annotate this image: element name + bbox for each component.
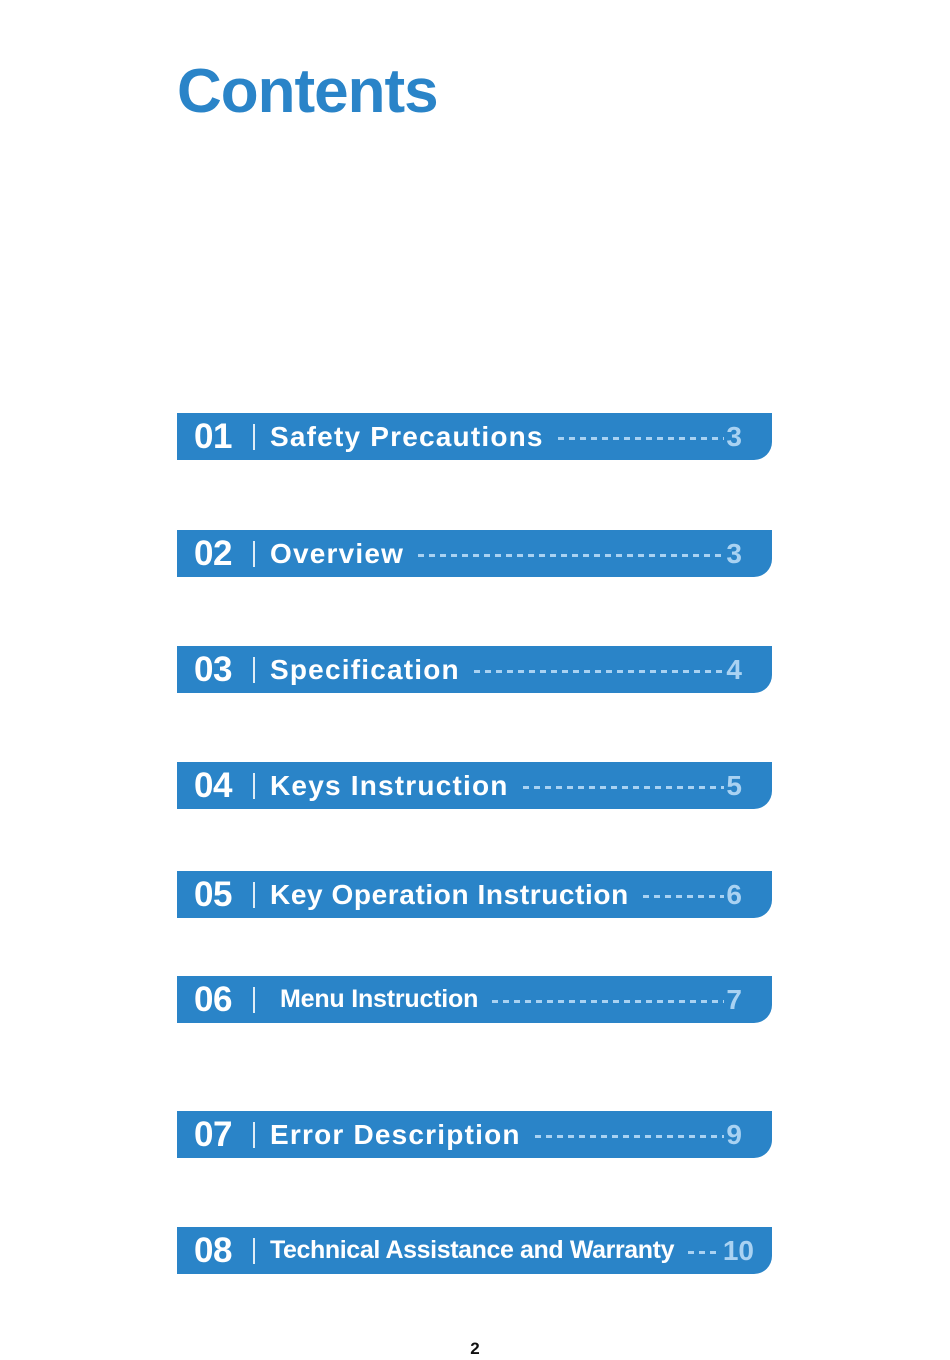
leader-dots [474,670,725,673]
toc-entry-number: 03 [194,650,232,689]
divider [253,424,255,450]
toc-entry-page: 7 [726,983,742,1015]
toc-entry-label: Specification [270,654,724,686]
toc-entry-menu-instruction[interactable] [177,976,772,1023]
page-number: 2 [470,1339,480,1358]
page-title: Contents [177,57,438,126]
divider [253,882,255,908]
toc-entry-label: Safety Precautions [270,421,724,453]
toc-entry-label: Error Description [270,1119,724,1151]
toc-entry-number: 07 [194,1115,232,1154]
toc-entry-page: 4 [726,653,742,685]
toc-entry-label: Technical Assistance and Warranty [270,1236,721,1265]
toc-entry-page: 9 [726,1118,742,1150]
leader-dots [688,1251,721,1254]
toc-entry-number: 02 [194,534,232,573]
toc-entry-label: Keys Instruction [270,770,724,802]
toc-entry-technical-assistance-and-warranty[interactable] [177,1227,772,1274]
toc-entry-error-description[interactable] [177,1111,772,1158]
toc-entry-number: 04 [194,766,232,805]
toc-entry-label: Overview [270,538,724,570]
leader-dots [418,554,724,557]
divider [253,1238,255,1264]
divider [253,987,255,1013]
divider [253,773,255,799]
toc-entry-keys-instruction[interactable] [177,762,772,809]
toc-entry-key-operation-instruction[interactable] [177,871,772,918]
leader-dots [492,1000,724,1003]
leader-dots [523,786,725,789]
toc-entry-safety-precautions[interactable] [177,413,772,460]
toc-entry-page: 6 [726,878,742,910]
toc-entry-label: Menu Instruction [270,985,724,1014]
leader-dots [643,895,725,898]
leader-dots [558,437,725,440]
toc-entry-number: 06 [194,980,232,1019]
toc-entry-number: 05 [194,875,232,914]
toc-entry-page: 5 [726,769,742,801]
divider [253,657,255,683]
table-of-contents [177,0,772,1360]
toc-entry-number: 08 [194,1231,232,1270]
toc-entry-label: Key Operation Instruction [270,879,724,911]
divider [253,541,255,567]
toc-entry-page: 3 [726,420,742,452]
divider [253,1122,255,1148]
toc-entry-specification[interactable] [177,646,772,693]
toc-entry-number: 01 [194,417,232,456]
toc-entry-overview[interactable] [177,530,772,577]
leader-dots [535,1135,725,1138]
toc-entry-page: 3 [726,537,742,569]
toc-entry-page: 10 [722,1234,754,1266]
